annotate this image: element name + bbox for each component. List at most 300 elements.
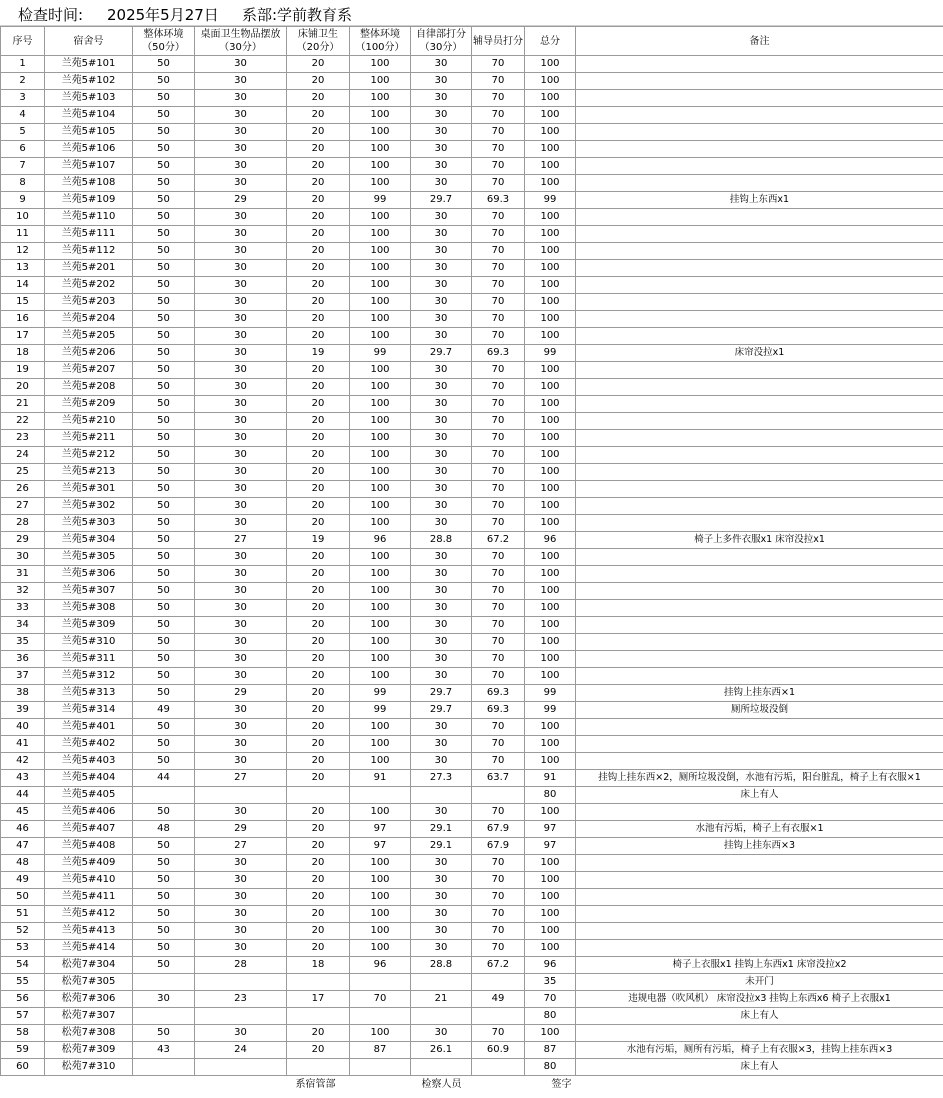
remark-cell: [576, 481, 943, 498]
table-cell: [350, 974, 411, 991]
table-cell: 30: [195, 1025, 287, 1042]
table-cell: 20: [287, 260, 350, 277]
table-cell: 27.3: [411, 770, 472, 787]
table-cell: 30: [411, 226, 472, 243]
remark-cell: 违规电器（吹风机） 床帘没拉x3 挂钩上东西x6 椅子上衣服x1: [576, 991, 943, 1008]
remark-cell: 挂钩上挂东西×1: [576, 685, 943, 702]
department-label: 系部:学前教育系: [242, 6, 353, 24]
table-cell: 100: [350, 124, 411, 141]
table-cell: 96: [525, 957, 576, 974]
remark-cell: [576, 600, 943, 617]
table-cell: 30: [411, 124, 472, 141]
table-cell: 30: [195, 141, 287, 158]
col-header: 宿舍号: [45, 27, 133, 56]
table-cell: 50: [133, 243, 195, 260]
table-cell: 兰苑5#403: [45, 753, 133, 770]
table-cell: 50: [133, 209, 195, 226]
table-cell: 100: [525, 668, 576, 685]
remark-cell: [576, 73, 943, 90]
table-cell: 100: [525, 447, 576, 464]
table-cell: 30: [411, 889, 472, 906]
table-row: [1, 413, 943, 430]
table-cell: 100: [350, 481, 411, 498]
table-row: [1, 311, 943, 328]
table-cell: 19: [1, 362, 45, 379]
table-cell: 20: [287, 447, 350, 464]
table-cell: 20: [287, 702, 350, 719]
table-cell: 48: [133, 821, 195, 838]
table-cell: 100: [525, 872, 576, 889]
table-cell: [195, 974, 287, 991]
table-cell: 100: [350, 634, 411, 651]
table-cell: [287, 974, 350, 991]
table-cell: 100: [350, 277, 411, 294]
remark-cell: 水池有污垢，厕所有污垢，椅子上有衣服×3，挂钩上挂东西×3: [576, 1042, 943, 1059]
table-cell: 99: [525, 192, 576, 209]
table-cell: [350, 1059, 411, 1076]
table-cell: 99: [350, 345, 411, 362]
table-cell: 30: [411, 243, 472, 260]
table-cell: 20: [287, 1025, 350, 1042]
table-cell: 20: [287, 549, 350, 566]
table-cell: 100: [350, 362, 411, 379]
table-cell: 30: [195, 294, 287, 311]
remark-cell: [576, 413, 943, 430]
table-cell: 54: [1, 957, 45, 974]
table-cell: 20: [287, 243, 350, 260]
table-cell: 20: [287, 124, 350, 141]
table-row: [1, 260, 943, 277]
table-cell: 30: [411, 923, 472, 940]
table-cell: 兰苑5#205: [45, 328, 133, 345]
table-cell: 50: [133, 311, 195, 328]
remark-cell: 挂钩上东西x1: [576, 192, 943, 209]
table-cell: [133, 1059, 195, 1076]
table-cell: 兰苑5#312: [45, 668, 133, 685]
table-cell: 100: [350, 889, 411, 906]
table-cell: 50: [133, 464, 195, 481]
table-cell: 20: [287, 515, 350, 532]
table-cell: 50: [133, 430, 195, 447]
table-cell: 100: [350, 430, 411, 447]
remark-cell: [576, 294, 943, 311]
table-cell: 30: [195, 583, 287, 600]
table-cell: [195, 1059, 287, 1076]
table-cell: 兰苑5#103: [45, 90, 133, 107]
remark-cell: [576, 396, 943, 413]
table-cell: 30: [195, 345, 287, 362]
table-cell: 50: [133, 940, 195, 957]
table-cell: 30: [411, 600, 472, 617]
table-cell: [472, 1059, 525, 1076]
table-cell: 30: [195, 889, 287, 906]
table-cell: 99: [350, 685, 411, 702]
table-cell: 70: [472, 294, 525, 311]
table-cell: 100: [350, 328, 411, 345]
table-cell: 20: [287, 566, 350, 583]
table-cell: 43: [1, 770, 45, 787]
table-cell: 100: [525, 889, 576, 906]
table-cell: 70: [472, 855, 525, 872]
table-cell: 70: [472, 719, 525, 736]
table-cell: 80: [525, 787, 576, 804]
table-cell: 49: [472, 991, 525, 1008]
table-cell: 7: [1, 158, 45, 175]
table-cell: 兰苑5#203: [45, 294, 133, 311]
table-cell: 30: [195, 175, 287, 192]
table-cell: 兰苑5#407: [45, 821, 133, 838]
table-cell: 20: [287, 158, 350, 175]
table-cell: 20: [287, 651, 350, 668]
table-cell: 兰苑5#108: [45, 175, 133, 192]
table-cell: 70: [472, 940, 525, 957]
table-cell: 兰苑5#211: [45, 430, 133, 447]
table-cell: 100: [525, 804, 576, 821]
table-cell: 100: [350, 294, 411, 311]
table-cell: 36: [1, 651, 45, 668]
table-cell: 30: [411, 209, 472, 226]
footer-row: [1, 1076, 943, 1095]
table-cell: 30: [195, 124, 287, 141]
table-cell: 27: [195, 838, 287, 855]
table-cell: 兰苑5#414: [45, 940, 133, 957]
table-row: [1, 1059, 943, 1076]
col-header: 备注: [576, 27, 943, 56]
table-cell: 70: [472, 668, 525, 685]
table-cell: 100: [350, 719, 411, 736]
table-cell: 27: [195, 770, 287, 787]
table-cell: 30: [411, 651, 472, 668]
table-cell: 24: [195, 1042, 287, 1059]
table-cell: 100: [525, 549, 576, 566]
table-cell: 30: [411, 481, 472, 498]
table-cell: 50: [133, 260, 195, 277]
table-cell: 87: [525, 1042, 576, 1059]
table-cell: 18: [287, 957, 350, 974]
table-cell: 29: [1, 532, 45, 549]
table-cell: 30: [195, 447, 287, 464]
table-cell: 50: [133, 141, 195, 158]
table-cell: 100: [525, 141, 576, 158]
table-cell: 91: [350, 770, 411, 787]
remark-cell: [576, 872, 943, 889]
inspection-table: [0, 26, 943, 1094]
table-cell: 100: [350, 600, 411, 617]
table-row: [1, 430, 943, 447]
table-cell: 30: [195, 923, 287, 940]
table-cell: 20: [287, 396, 350, 413]
table-cell: 100: [525, 600, 576, 617]
table-cell: 70: [472, 634, 525, 651]
table-cell: 松苑7#309: [45, 1042, 133, 1059]
table-cell: 70: [472, 923, 525, 940]
table-cell: 14: [1, 277, 45, 294]
table-cell: 100: [525, 1025, 576, 1042]
table-cell: 26: [1, 481, 45, 498]
table-row: [1, 345, 943, 362]
table-cell: 松苑7#307: [45, 1008, 133, 1025]
table-cell: 8: [1, 175, 45, 192]
remark-cell: 床上有人: [576, 1059, 943, 1076]
table-cell: 100: [525, 498, 576, 515]
table-cell: 100: [525, 175, 576, 192]
table-cell: 30: [411, 328, 472, 345]
table-cell: 69.3: [472, 685, 525, 702]
table-cell: 20: [287, 141, 350, 158]
table-cell: 50: [133, 396, 195, 413]
table-cell: 100: [350, 736, 411, 753]
remark-cell: 床上有人: [576, 1008, 943, 1025]
table-cell: 20: [287, 430, 350, 447]
table-cell: 100: [525, 90, 576, 107]
table-cell: 28.8: [411, 957, 472, 974]
table-cell: 兰苑5#412: [45, 906, 133, 923]
table-cell: 兰苑5#212: [45, 447, 133, 464]
table-cell: 100: [350, 566, 411, 583]
table-cell: 20: [287, 73, 350, 90]
table-cell: 15: [1, 294, 45, 311]
table-cell: 51: [1, 906, 45, 923]
table-cell: 兰苑5#310: [45, 634, 133, 651]
table-cell: 100: [525, 294, 576, 311]
table-cell: 70: [472, 430, 525, 447]
table-cell: 30: [411, 379, 472, 396]
table-cell: 30: [411, 668, 472, 685]
table-cell: 18: [1, 345, 45, 362]
table-row: [1, 617, 943, 634]
table-cell: 50: [133, 175, 195, 192]
table-cell: 30: [195, 617, 287, 634]
table-row: [1, 277, 943, 294]
table-cell: 44: [133, 770, 195, 787]
table-row: [1, 379, 943, 396]
table-cell: 50: [133, 855, 195, 872]
table-row: [1, 600, 943, 617]
table-cell: 30: [133, 991, 195, 1008]
table-cell: 56: [1, 991, 45, 1008]
table-cell: [133, 974, 195, 991]
table-cell: 100: [350, 90, 411, 107]
table-cell: 30: [195, 855, 287, 872]
table-row: [1, 991, 943, 1008]
table-row: [1, 532, 943, 549]
table-cell: 100: [525, 328, 576, 345]
table-cell: 1: [1, 56, 45, 73]
table-cell: 6: [1, 141, 45, 158]
table-cell: 100: [350, 379, 411, 396]
table-cell: 70: [472, 753, 525, 770]
table-cell: [472, 1008, 525, 1025]
table-cell: 50: [133, 685, 195, 702]
table-cell: 53: [1, 940, 45, 957]
table-cell: 100: [525, 107, 576, 124]
table-cell: 20: [287, 107, 350, 124]
remark-cell: [576, 668, 943, 685]
table-cell: 67.9: [472, 838, 525, 855]
table-cell: 50: [133, 634, 195, 651]
table-cell: 30: [195, 396, 287, 413]
remark-cell: 挂钩上挂东西×2，厕所垃圾没倒，水池有污垢，阳台脏乱，椅子上有衣服×1: [576, 770, 943, 787]
table-cell: 29.7: [411, 345, 472, 362]
table-cell: 70: [472, 396, 525, 413]
table-cell: 39: [1, 702, 45, 719]
table-cell: 兰苑5#308: [45, 600, 133, 617]
table-cell: 兰苑5#405: [45, 787, 133, 804]
table-cell: [133, 787, 195, 804]
table-cell: 45: [1, 804, 45, 821]
table-cell: 70: [472, 515, 525, 532]
table-cell: 10: [1, 209, 45, 226]
table-row: [1, 974, 943, 991]
table-cell: 69.3: [472, 345, 525, 362]
table-cell: 100: [350, 447, 411, 464]
table-cell: 50: [133, 277, 195, 294]
table-cell: 100: [525, 906, 576, 923]
table-cell: 100: [525, 736, 576, 753]
table-cell: 100: [525, 124, 576, 141]
table-cell: 34: [1, 617, 45, 634]
table-cell: 67.2: [472, 957, 525, 974]
remark-cell: [576, 447, 943, 464]
table-cell: [411, 974, 472, 991]
table-cell: 100: [350, 141, 411, 158]
table-cell: 30: [411, 107, 472, 124]
table-cell: 30: [195, 566, 287, 583]
table-cell: 兰苑5#111: [45, 226, 133, 243]
table-cell: 20: [287, 583, 350, 600]
remark-cell: [576, 175, 943, 192]
col-header: 桌面卫生物品摆放（30分）: [195, 27, 287, 56]
table-cell: 29.7: [411, 192, 472, 209]
table-cell: 91: [525, 770, 576, 787]
table-row: [1, 328, 943, 345]
table-row: [1, 209, 943, 226]
table-cell: 20: [287, 719, 350, 736]
table-cell: 30: [195, 464, 287, 481]
table-cell: 70: [472, 498, 525, 515]
table-cell: 70: [472, 311, 525, 328]
table-cell: 30: [411, 719, 472, 736]
table-cell: 100: [350, 515, 411, 532]
remark-cell: [576, 804, 943, 821]
table-cell: 兰苑5#302: [45, 498, 133, 515]
table-cell: 17: [1, 328, 45, 345]
table-cell: 30: [195, 668, 287, 685]
table-row: [1, 1042, 943, 1059]
table-cell: 38: [1, 685, 45, 702]
table-cell: 20: [287, 175, 350, 192]
table-row: [1, 124, 943, 141]
table-cell: 50: [133, 719, 195, 736]
table-cell: 70: [472, 124, 525, 141]
table-cell: 50: [133, 617, 195, 634]
table-cell: 30: [195, 498, 287, 515]
table-cell: 24: [1, 447, 45, 464]
table-cell: 12: [1, 243, 45, 260]
table-row: [1, 141, 943, 158]
table-cell: [195, 1008, 287, 1025]
table-cell: 20: [287, 906, 350, 923]
table-cell: 20: [287, 872, 350, 889]
table-cell: 30: [195, 702, 287, 719]
table-cell: 80: [525, 1059, 576, 1076]
table-cell: 兰苑5#314: [45, 702, 133, 719]
table-cell: 26.1: [411, 1042, 472, 1059]
table-cell: 67.9: [472, 821, 525, 838]
table-cell: 30: [195, 736, 287, 753]
table-cell: 兰苑5#306: [45, 566, 133, 583]
table-cell: 100: [525, 481, 576, 498]
table-cell: [287, 787, 350, 804]
table-row: [1, 957, 943, 974]
table-cell: 70: [472, 872, 525, 889]
table-cell: 28: [1, 515, 45, 532]
col-header: 辅导员打分: [472, 27, 525, 56]
table-cell: 20: [287, 464, 350, 481]
table-cell: 20: [287, 889, 350, 906]
table-cell: 30: [411, 260, 472, 277]
table-cell: 50: [133, 379, 195, 396]
remark-cell: 厕所垃圾没倒: [576, 702, 943, 719]
table-cell: 兰苑5#311: [45, 651, 133, 668]
table-cell: 52: [1, 923, 45, 940]
table-cell: 兰苑5#404: [45, 770, 133, 787]
table-row: [1, 719, 943, 736]
table-cell: 35: [1, 634, 45, 651]
table-cell: 41: [1, 736, 45, 753]
table-cell: 42: [1, 753, 45, 770]
remark-cell: [576, 277, 943, 294]
table-cell: 20: [287, 668, 350, 685]
table-cell: 兰苑5#202: [45, 277, 133, 294]
table-cell: 55: [1, 974, 45, 991]
remark-cell: [576, 549, 943, 566]
table-cell: 70: [472, 141, 525, 158]
remark-cell: [576, 90, 943, 107]
table-cell: 28.8: [411, 532, 472, 549]
remark-cell: [576, 583, 943, 600]
table-cell: [350, 787, 411, 804]
remark-cell: 床上有人: [576, 787, 943, 804]
table-cell: 29: [195, 192, 287, 209]
table-cell: 11: [1, 226, 45, 243]
table-cell: 29.7: [411, 685, 472, 702]
table-cell: 59: [1, 1042, 45, 1059]
table-cell: 97: [350, 821, 411, 838]
table-cell: 100: [350, 243, 411, 260]
table-cell: 兰苑5#101: [45, 56, 133, 73]
date-value: 2025年5月27日: [107, 6, 219, 24]
table-cell: 100: [525, 566, 576, 583]
table-cell: 60.9: [472, 1042, 525, 1059]
table-cell: 67.2: [472, 532, 525, 549]
table-row: [1, 107, 943, 124]
table-cell: 70: [472, 617, 525, 634]
remark-cell: 水池有污垢，椅子上有衣服×1: [576, 821, 943, 838]
table-cell: 100: [525, 855, 576, 872]
table-row: [1, 294, 943, 311]
remark-cell: [576, 328, 943, 345]
table-cell: 70: [472, 1025, 525, 1042]
table-cell: 20: [287, 209, 350, 226]
table-cell: 100: [350, 311, 411, 328]
table-cell: 35: [525, 974, 576, 991]
table-cell: 30: [411, 617, 472, 634]
table-cell: 70: [472, 889, 525, 906]
table-cell: 30: [195, 328, 287, 345]
table-cell: 70: [472, 73, 525, 90]
table-cell: 20: [287, 753, 350, 770]
